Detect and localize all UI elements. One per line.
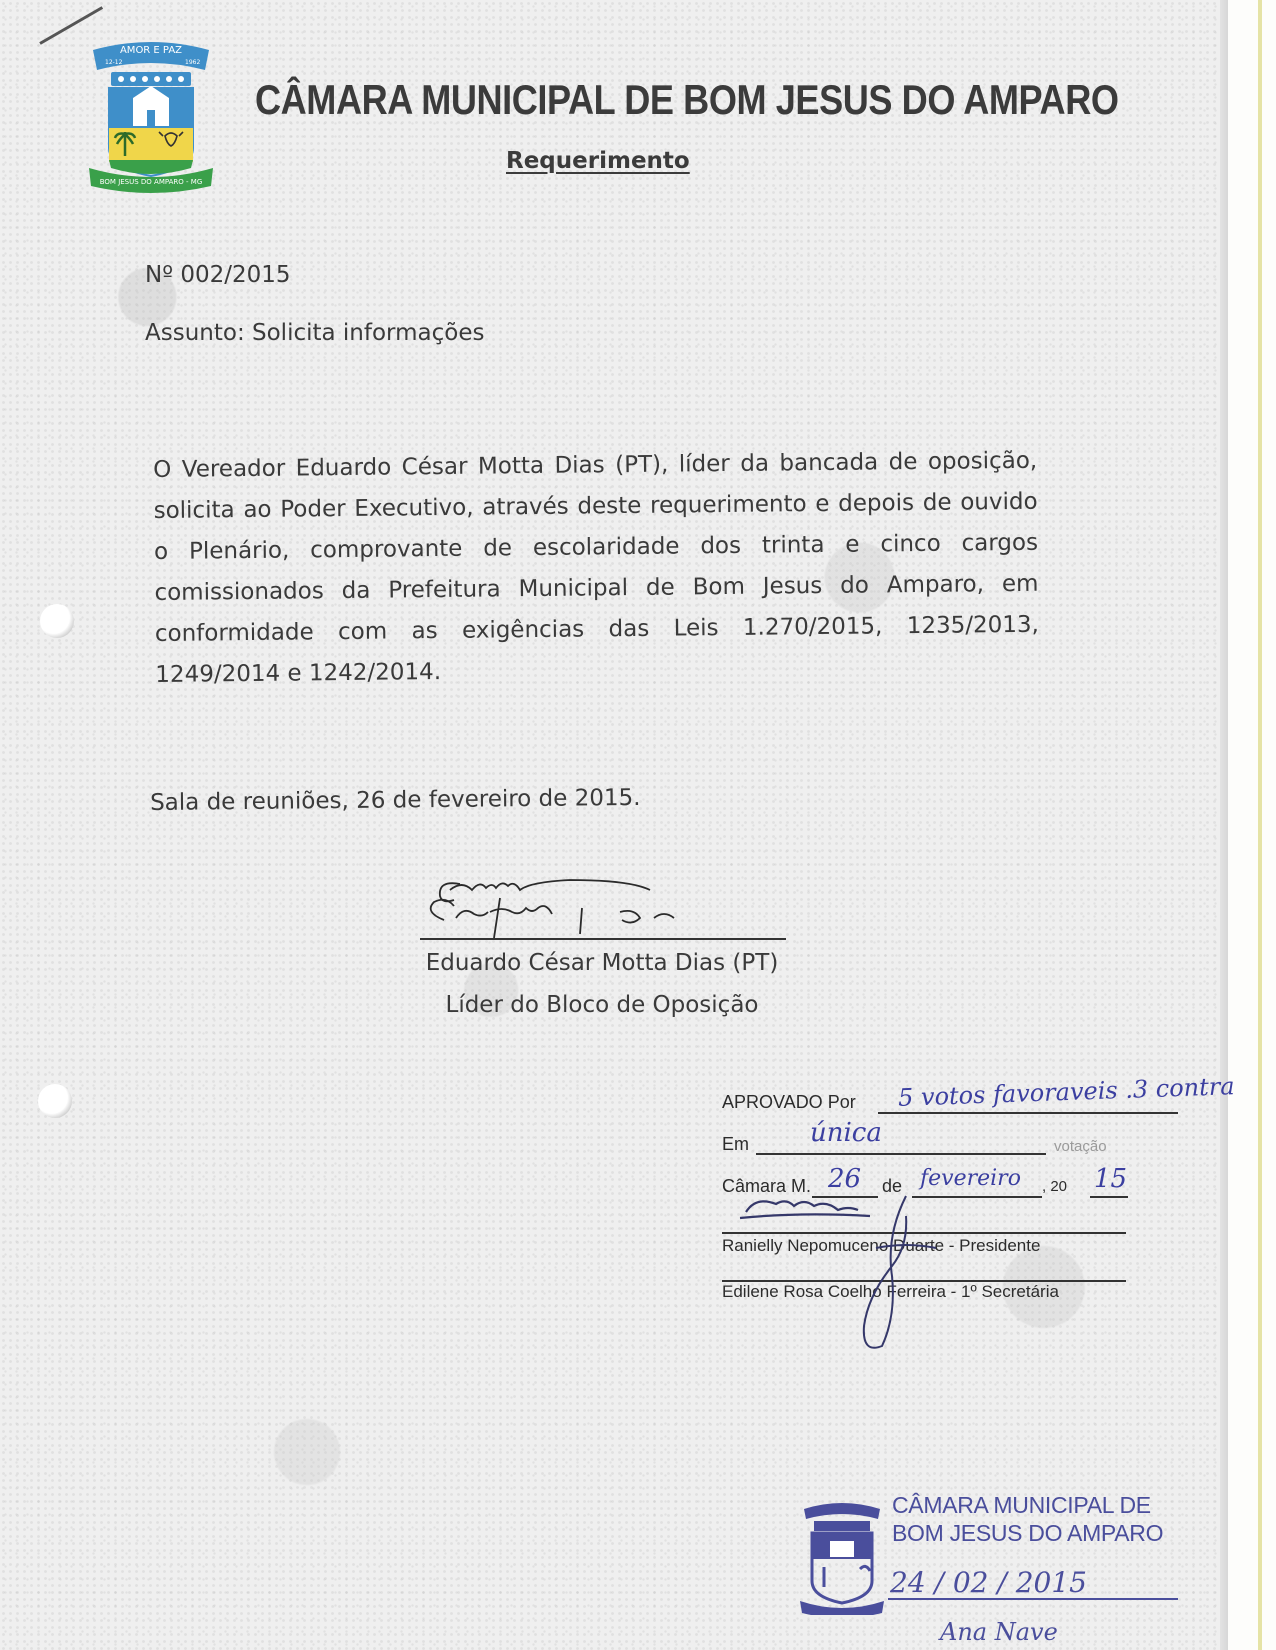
document-number: Nº 002/2015 — [145, 262, 291, 288]
page-margin — [1228, 0, 1276, 1650]
coat-of-arms-logo — [85, 36, 217, 194]
binder-edge-line — [1258, 0, 1262, 1650]
punch-hole-bottom — [38, 1084, 72, 1118]
stamp-line-2: BOM JESUS DO AMPARO — [892, 1520, 1164, 1546]
approved-handwritten: 5 votos favoraveis .3 contra — [897, 1072, 1235, 1112]
document-subject: Assunto: Solicita informações — [145, 320, 485, 346]
em-label: Em — [722, 1134, 749, 1154]
month-handwritten: fevereiro — [920, 1166, 1021, 1191]
logo-motto: AMOR E PAZ — [119, 45, 183, 56]
document-type: Requerimento — [506, 148, 690, 174]
document-body: O Vereador Eduardo César Motta Dias (PT), líder da bancada de oposição, solicita ao Poder Executivo, através deste requerimento e depois de ouvido o Plenário, comprovante de escolaridade dos trinta e cinco cargos comissionados da Prefeitura Municipal de Bom Jesus do Amparo, em conformidade com as exigências das Leis 1.270/2015, 1235/2013, 1249/2014 e 1242/2014. — [153, 447, 1040, 688]
logo-year-right: 1962 — [185, 59, 201, 66]
year-prefix: , 20 — [1042, 1178, 1068, 1195]
president-name: Ranielly Nepomuceno Duarte - Presidente — [722, 1236, 1041, 1255]
votacao-label: votação — [1054, 1138, 1107, 1155]
de-label: de — [882, 1176, 903, 1196]
year-handwritten: 15 — [1094, 1164, 1128, 1194]
stamp-line-1: CÂMARA MUNICIPAL DE — [892, 1492, 1151, 1518]
page-title: CÂMARA MUNICIPAL DE BOM JESUS DO AMPARO — [255, 76, 1119, 123]
place-date: Sala de reuniões, 26 de fevereiro de 2015. — [150, 784, 641, 816]
punch-hole-top — [40, 604, 74, 638]
signer-role: Líder do Bloco de Oposição — [445, 992, 759, 1018]
stamp-seal — [800, 1497, 884, 1615]
approved-line — [878, 1112, 1178, 1114]
signature-line — [420, 938, 786, 940]
approval-signatures — [736, 1188, 956, 1358]
em-handwritten: única — [810, 1118, 882, 1148]
stamp-date: 24 / 02 / 2015 — [890, 1566, 1087, 1599]
year-line — [1090, 1196, 1128, 1198]
signer-name: Eduardo César Motta Dias (PT) — [425, 950, 779, 976]
day-handwritten: 26 — [828, 1164, 862, 1194]
stamp-bottom-signature: Ana Nave — [940, 1618, 1058, 1646]
approved-label: APROVADO Por — [722, 1092, 856, 1112]
em-line — [756, 1153, 1046, 1155]
handwritten-signature — [420, 868, 740, 944]
logo-banner: BOM JESUS DO AMPARO - MG — [99, 178, 203, 186]
paper-edge-shadow — [1220, 0, 1228, 1650]
logo-year-left: 12-12 — [105, 59, 123, 66]
camara-label: Câmara M. — [722, 1176, 812, 1196]
secretary-name: Edilene Rosa Coelho Ferreira - 1º Secretária — [722, 1282, 1059, 1301]
